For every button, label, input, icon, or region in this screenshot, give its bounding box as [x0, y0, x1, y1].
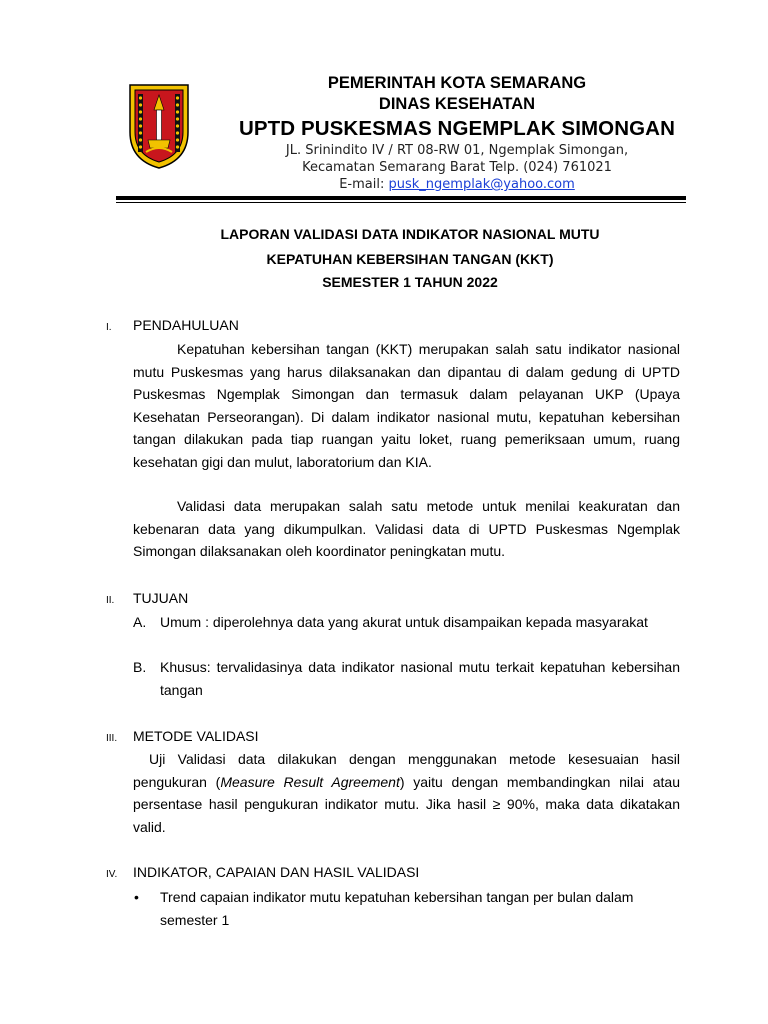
emblem-shield-icon [128, 82, 190, 170]
email-label: E-mail: [339, 177, 389, 192]
indikator-bullet-item [134, 886, 680, 931]
metode-validasi-paragraph [133, 748, 680, 838]
report-title-line3: SEMESTER 1 TAHUN 2022 [322, 274, 498, 290]
email-link[interactable]: pusk_ngemplak@yahoo.com [388, 177, 575, 192]
letterhead-government: PEMERINTAH KOTA SEMARANG [327, 74, 587, 92]
letterhead-department: DINAS KESEHATAN [378, 95, 536, 113]
section-heading-tujuan [106, 590, 188, 606]
list-item-text: Khusus: tervalidasinya data indikator nasional mutu terkait kepatuhan kebersihan tangan [160, 659, 680, 698]
metode-text-italic: Measure Result Agreement [220, 773, 400, 790]
section-number: I. [106, 322, 112, 333]
letterhead-institution: UPTD PUSKESMAS NGEMPLAK SIMONGAN [238, 117, 675, 140]
list-marker: B. [133, 659, 147, 675]
section-heading-indikator [106, 864, 419, 880]
pendahuluan-paragraph-1: Kepatuhan kebersihan tangan (KKT) merupakan salah satu indikator nasional mutu Puskesmas yang harus dilaksanakan dan dipantau di dalam gedung di UPTD Puskesmas Ngemplak Simongan dan termasuk dalam pelayanan UKP (Upaya Kesehatan Perseorangan). Di dalam indikator nasional mutu, kepatuhan kebersihan tangan dilakukan pada tiap ruangan yaitu loket, ruang pemeriksaan umum, ruang kesehatan gigi dan mulut, laboratorium dan KIA. [133, 341, 680, 470]
bullet-marker: • [134, 889, 139, 905]
tujuan-item-umum [133, 611, 680, 634]
report-title-line2: KEPATUHAN KEBERSIHAN TANGAN (KKT) [266, 251, 554, 267]
section-title: INDIKATOR, CAPAIAN DAN HASIL VALIDASI [133, 864, 420, 880]
list-item-text: Trend capaian indikator mutu kepatuhan kebersihan tangan per bulan dalam semester 1 [160, 889, 634, 928]
city-emblem-logo [128, 82, 190, 170]
section-number: IV. [106, 869, 118, 880]
section-title: METODE VALIDASI [133, 728, 259, 744]
metode-text-end: ) yaitu dengan membandingkan nilai atau persentase hasil pengukuran indikator mutu. Jika hasil ≥ 90%, maka data dikatakan valid. [133, 773, 680, 835]
list-marker: A. [133, 614, 147, 630]
letterhead-address-line1: JL. Srinindito IV / RT 08-RW 01, Ngemplak Simongan, [285, 143, 629, 158]
letterhead-divider-thick [116, 196, 686, 200]
section-heading-metode-validasi [106, 728, 259, 744]
report-title-line1: LAPORAN VALIDASI DATA INDIKATOR NASIONAL MUTU [220, 226, 600, 242]
section-number: II. [106, 595, 115, 606]
list-item-text: Umum : diperolehnya data yang akurat untuk disampaikan kepada masyarakat [160, 614, 648, 630]
pendahuluan-paragraph-2: Validasi data merupakan salah satu metode untuk menilai keakuratan dan kebenaran data yang dikumpulkan. Validasi data di UPTD Puskesmas Ngemplak Simongan dilaksanakan oleh koordinator peningkatan mutu. [133, 498, 680, 559]
letterhead-email-line [190, 176, 724, 193]
tujuan-item-khusus [133, 656, 680, 701]
section-number: III. [106, 733, 118, 744]
metode-text-start: Uji Validasi data dilakukan dengan menggunakan metode kesesuaian hasil pengukuran ( [133, 751, 680, 790]
section-heading-pendahuluan [106, 317, 239, 333]
section-title: PENDAHULUAN [133, 317, 239, 333]
letterhead-address-line2: Kecamatan Semarang Barat Telp. (024) 761021 [302, 160, 612, 175]
letterhead [190, 72, 724, 193]
letterhead-divider-thin [116, 202, 686, 203]
section-title: TUJUAN [133, 590, 189, 606]
